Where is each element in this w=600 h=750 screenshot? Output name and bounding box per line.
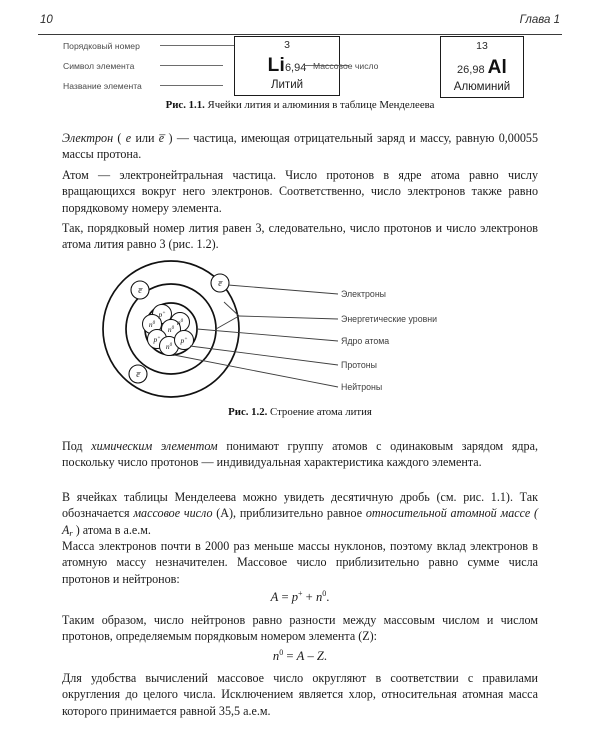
nucleon-label-p3: p+: [180, 336, 188, 345]
callout-element-name: Название элемента: [63, 81, 142, 91]
lithium-atomic-number: 3: [284, 39, 290, 51]
atom-label-nucleus: Ядро атома: [341, 336, 390, 346]
formula1-eq: =: [278, 590, 292, 605]
nucleon-label-n1: $n^0$: [176, 318, 184, 327]
paragraph-lithium-number: Так, порядковый номер лития равен 3, следовательно, число протонов и число электронов атома лития равно 3 (рис. 1.2).: [62, 221, 538, 252]
leader-energy-levels-branch-inner: [216, 316, 239, 329]
leader-line-atomic-number: [160, 45, 235, 46]
nucleon-label-n4: $n^0$: [165, 342, 173, 351]
subscript-r: r: [69, 527, 73, 538]
figure-1-2-caption-text: Строение атома лития: [267, 406, 372, 418]
p1-rest: — частица, имеющая отрицательный заряд и массу, равную 0,00055 массы протона.: [62, 131, 539, 162]
chapter-label: Глава 1: [519, 14, 560, 26]
nucleon-label-p1: p+: [158, 310, 166, 319]
lithium-symbol: Li: [267, 55, 285, 76]
aluminium-symbol: Al: [487, 57, 507, 78]
p5-a: В ячейках таблицы Менделеева можно увидеть десятичную дробь (см. рис. 1.1). Так обозначается: [62, 490, 538, 521]
electron-label-2: e̅: [138, 286, 142, 295]
formula2-z: Z: [316, 649, 324, 664]
p5-b: (A), приблизительно равное: [212, 506, 366, 521]
paragraph-rounding-rule: Для удобства вычислений массовое число округляют в соответствии с правилами округления до целого числа. Исключением является хлор, относительная атомная масса которого принимается равной 35,5 а.е.м.: [62, 671, 538, 718]
aluminium-symbol-mass: [441, 57, 523, 79]
aluminium-atomic-mass: 26,98: [457, 64, 485, 76]
leader-electrons: [228, 285, 338, 294]
electron-label-1: e̅: [218, 279, 222, 288]
aluminium-atomic-number: 13: [476, 40, 488, 52]
leader-neutrons: [174, 355, 338, 387]
formula2-n: n: [272, 649, 280, 664]
p1-paren-close: ): [164, 131, 177, 145]
p4-after: понимают группу атомов с одинаковым зарядом ядра, поскольку число протонов — индивидуальная характеристика каждого элемента.: [62, 439, 538, 470]
figure-1-1-caption-label: Рис. 1.1.: [165, 99, 205, 111]
formula1-p: p: [291, 590, 299, 605]
formula1-n: n: [315, 590, 323, 605]
figure-1-2-caption-label: Рис. 1.2.: [228, 406, 268, 418]
page-number: 10: [40, 14, 53, 26]
formula2-eq: =: [283, 649, 297, 664]
aluminium-element-cell: [440, 36, 524, 98]
formula-mass-number: [62, 589, 538, 605]
formula1-lhs: A: [270, 590, 279, 605]
formula1-p-sup: +: [298, 589, 303, 598]
atom-label-energy-levels: Энергетические уровни: [341, 314, 438, 324]
term-relative-atomic-mass: относительной атомной массе: [365, 506, 531, 521]
atom-label-protons: Протоны: [341, 360, 377, 370]
paragraph-electron-mass: Масса электронов почти в 2000 раз меньше массы нуклонов, поэтому вклад электронов в атомную массу незначителен. Массовое число приблизительно равно сумме числа протонов и нейтронов:: [62, 539, 538, 586]
paragraph-atom-neutrality: Атом — электронейтральная частица. Число протонов в ядре атома равно числу вращающихся вокруг него электронов. Соответственно, число электронов также равно порядковому номеру элемента.: [62, 168, 538, 215]
formula2-a: A: [296, 649, 305, 664]
figure-lithium-atom: [38, 256, 562, 402]
nucleon-label-n2: $n^0$: [167, 325, 175, 334]
atom-label-neutrons: Нейтроны: [341, 382, 383, 392]
formula1-n-sup: 0: [322, 589, 327, 598]
term-mass-number: массовое число: [133, 506, 213, 521]
atom-diagram-svg: [38, 256, 562, 402]
formula2-dot: .: [323, 649, 328, 664]
formula1-dot: .: [326, 590, 330, 605]
leader-line-element-symbol: [160, 65, 223, 66]
formula1-plus: +: [302, 590, 316, 605]
paragraph-mass-number: [62, 489, 538, 541]
figure-1-1-caption-text: Ячейки лития и алюминия в таблице Менделеева: [204, 99, 435, 111]
figure-1-1-caption: [38, 99, 562, 111]
paragraph-neutron-count: Таким образом, число нейтронов равно разности между массовым числом и числом протонов, определяемым порядковым номером элемента (Z):: [62, 613, 538, 644]
electron-label-3: e̅: [136, 370, 140, 379]
term-chemical-element: химическим элементом: [91, 439, 218, 453]
lithium-name: Литий: [270, 79, 304, 91]
p1-paren-open: (: [113, 131, 126, 145]
p5-c: ( A: [62, 506, 538, 537]
callout-element-symbol: Символ элемента: [63, 61, 135, 71]
symbol-e: e: [125, 131, 132, 145]
running-head: [38, 14, 562, 35]
figure-1-2-caption: [38, 406, 562, 418]
symbol-e-bar: e̅: [158, 131, 165, 145]
formula2-minus: –: [304, 649, 317, 664]
p4-before: Под: [62, 439, 92, 453]
aluminium-name: Алюминий: [453, 81, 511, 93]
atom-label-electrons: Электроны: [341, 289, 386, 299]
formula-neutron-number: [62, 648, 538, 664]
formula2-n-sup: 0: [279, 648, 284, 657]
nucleon-label-p2: p+: [153, 335, 161, 344]
lithium-atomic-mass: 6,94: [284, 62, 307, 74]
paragraph-chemical-element: [62, 438, 538, 471]
callout-atomic-number: Порядковый номер: [63, 41, 140, 51]
nucleon-label-n3: $n^0$: [148, 320, 156, 329]
leader-energy-levels: [239, 316, 338, 319]
term-electron: Электрон: [62, 131, 114, 145]
callout-mass-number: Массовое число: [313, 61, 379, 71]
paragraph-electron-definition: [62, 130, 538, 163]
p5-d: ) атома в а.е.м.: [72, 522, 151, 537]
leader-line-element-name: [160, 85, 223, 86]
p1-or: или: [131, 131, 159, 145]
figure-element-cells: [38, 36, 562, 98]
leader-nucleus: [197, 329, 338, 341]
